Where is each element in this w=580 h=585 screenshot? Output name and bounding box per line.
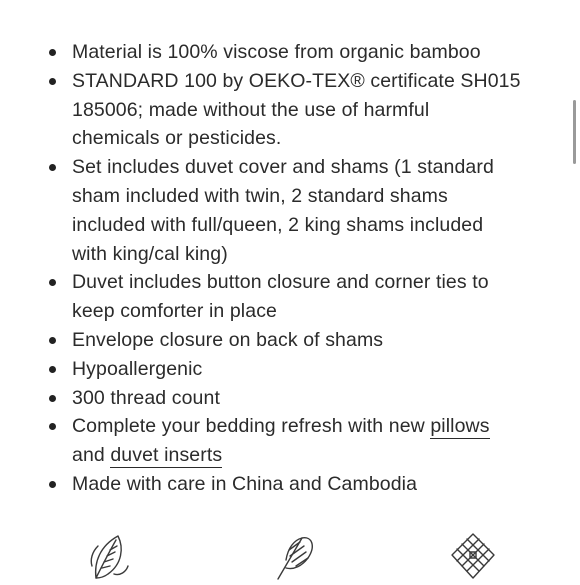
list-item	[72, 153, 522, 268]
icon-row	[0, 532, 580, 580]
leaf-icon	[88, 532, 134, 580]
feature-text: Set includes duvet cover and shams (1 standard sham included with twin, 2 standard shams included with full/queen, 2 king shams included with king/cal king)	[72, 156, 494, 265]
pillows-link[interactable]: pillows	[430, 415, 490, 438]
feature-text-prefix: Complete your bedding refresh with new	[72, 415, 431, 438]
weave-icon	[450, 532, 496, 580]
feather-icon	[272, 532, 318, 580]
product-details	[0, 38, 580, 499]
list-item	[72, 412, 522, 470]
bullet	[49, 78, 56, 85]
bullet	[49, 279, 56, 286]
feature-text: 300 thread count	[72, 386, 220, 409]
bullet	[49, 423, 56, 430]
list-item	[72, 38, 522, 67]
list-item	[72, 384, 522, 413]
feature-text: Hypoallergenic	[72, 357, 203, 380]
scrollbar-thumb[interactable]	[573, 100, 576, 164]
list-item	[72, 67, 522, 153]
bullet	[49, 395, 56, 402]
feature-text: Duvet includes button closure and corner ties to keep comforter in place	[72, 271, 489, 323]
feature-text: Material is 100% viscose from organic bamboo	[72, 41, 481, 63]
feature-text: Made with care in China and Cambodia	[72, 472, 418, 495]
bullet	[49, 366, 56, 373]
list-item	[72, 470, 522, 499]
feature-list	[0, 38, 522, 499]
bullet	[49, 164, 56, 171]
list-item	[72, 355, 522, 384]
feature-text-middle: and	[72, 444, 111, 467]
list-item	[72, 326, 522, 355]
duvet-inserts-link[interactable]: duvet inserts	[110, 444, 223, 467]
bullet	[49, 337, 56, 344]
list-item	[72, 268, 522, 326]
bullet	[49, 481, 56, 488]
feature-text: STANDARD 100 by OEKO-TEX® certificate SH015 185006; made without the use of harmful chemicals or pesticides.	[72, 69, 521, 150]
bullet	[49, 49, 56, 56]
feature-text: Envelope closure on back of shams	[72, 328, 384, 351]
